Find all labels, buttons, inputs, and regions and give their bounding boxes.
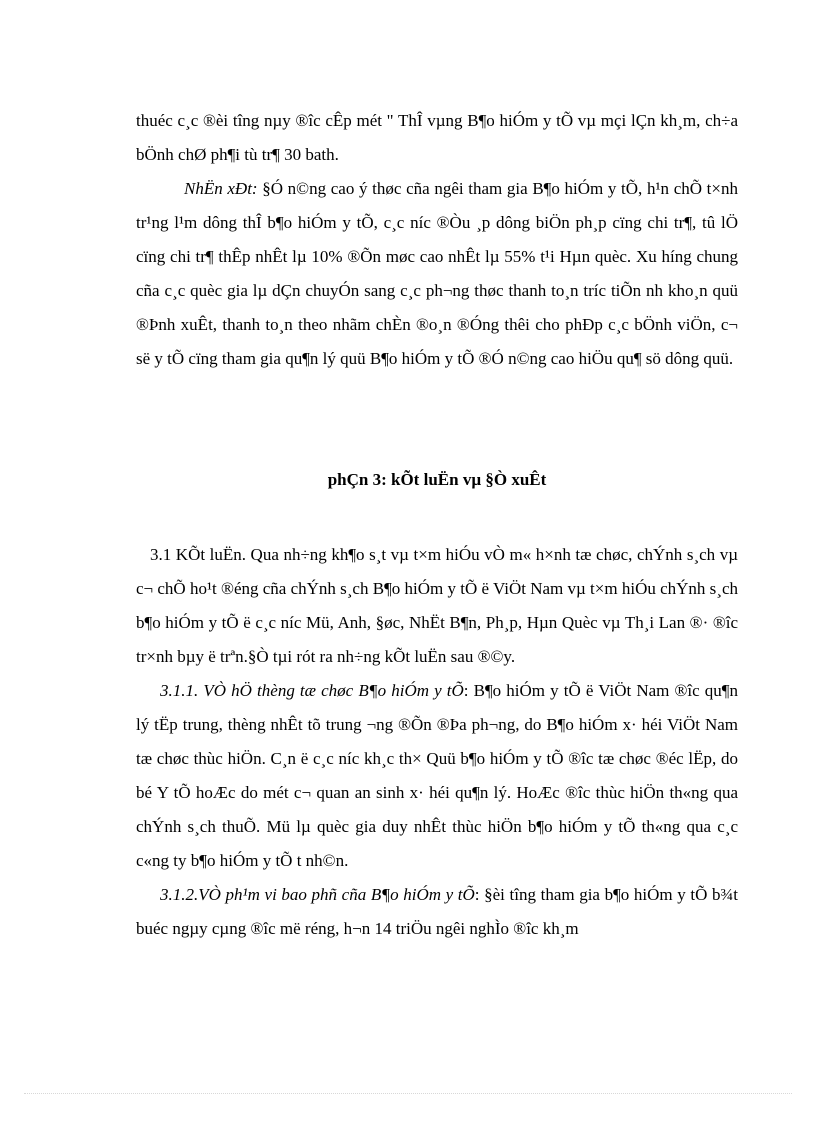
paragraph-coverage [136, 878, 738, 946]
paragraph-text: thuéc c¸c ®èi tîng nµy ®îc cÊp mét " ThÎ vµng B¶o hiÓm y tÕ vµ mçi lÇn kh¸m, ch÷a bÖnh chØ ph¶i tù tr¶ 30 bath. [136, 111, 738, 164]
subsection-label: 3.1.1. VÒ hÖ thèng tæ chøc B¶o hiÓm y tÕ [160, 681, 464, 700]
section-heading: phÇn 3: kÕt luËn vµ §Ò xuÊt [327, 470, 547, 489]
paragraph-continuation [136, 104, 738, 172]
paragraph-text: §Ó n©ng cao ý thøc cña ngêi tham gia B¶o hiÓm y tÕ, h¹n chÕ t×nh tr¹ng l¹m dông thÎ b¶o hiÓm y tÕ, c¸c níc ®Òu ¸p dông biÖn ph¸p cïng chi tr¶, tû lÖ cïng chi tr¶ thÊp nhÊt lµ 10% ®Õn møc cao nhÊt lµ 55% t¹i Hµn quèc. Xu híng chung cña c¸c quèc gia lµ dÇn chuyÓn sang c¸c ph¬ng thøc thanh to¸n tríc tiÕn nh kho¸n quü ®Þnh xuÊt, thanh to¸n theo nhãm chÈn ®o¸n ®Óng thêi cho phÐp c¸c bÖnh viÖn, c¬ së y tÕ cïng tham gia qu¶n lý quü B¶o hiÓm y tÕ ®Ó n©ng cao hiÖu qu¶ sö dông quü. [136, 179, 738, 368]
remark-label: NhËn xÐt: [184, 179, 258, 198]
paragraph-remark [136, 172, 738, 376]
paragraph-text: : §èi tîng tham gia b¶o hiÓm y tÕ b¾t buéc ngµy cµng ®îc më réng, h¬n 14 triÖu ngêi nghÌo ®îc kh¸m [136, 885, 738, 938]
body-section-2 [136, 538, 738, 946]
page-bottom-divider [24, 1093, 792, 1094]
paragraph-conclusion [136, 538, 738, 674]
paragraph-text: 3.1 KÕt luËn. Qua nh÷ng kh¶o s¸t vµ t×m hiÓu vÒ m« h×nh tæ chøc, chÝnh s¸ch vµ c¬ chÕ ho¹t ®éng cña chÝnh s¸ch B¶o hiÓm y tÕ ë ViÖt Nam vµ t×m hiÓu chÝnh s¸ch b¶o hiÓm y tÕ ë c¸c níc Mü, Anh, §øc, NhËt B¶n, Ph¸p, Hµn Quèc vµ Th¸i Lan ®· ®îc tr×nh bµy ë trªn.§Ò tµi rót ra nh÷ng kÕt luËn sau ®©y. [136, 545, 738, 666]
body-section-1 [136, 104, 738, 376]
paragraph-text: : B¶o hiÓm y tÕ ë ViÖt Nam ®îc qu¶n lý tËp trung, thèng nhÊt tõ trung ¬ng ®Õn ®Þa ph¬ng, do B¶o hiÓm x· héi ViÖt Nam tæ chøc thùc hiÖn. C¸n ë c¸c níc kh¸c th× Quü b¶o hiÓm y tÕ ®îc tæ chøc ®éc lËp, do bé Y tÕ hoÆc do mét c¬ quan an sinh x· héi qu¶n lý. HoÆc ®îc thùc hiÖn th«ng qua chÝnh s¸ch thuÕ. Mü lµ quèc gia duy nhÊt thùc hiÖn b¶o hiÓm y tÕ th«ng qua c¸c c«ng ty b¶o hiÓm y tÕ t nh©n. [136, 681, 738, 870]
paragraph-organization [136, 674, 738, 878]
subsection-label: 3.1.2.VÒ ph¹m vi bao phñ cña B¶o hiÓm y tÕ [160, 885, 475, 904]
